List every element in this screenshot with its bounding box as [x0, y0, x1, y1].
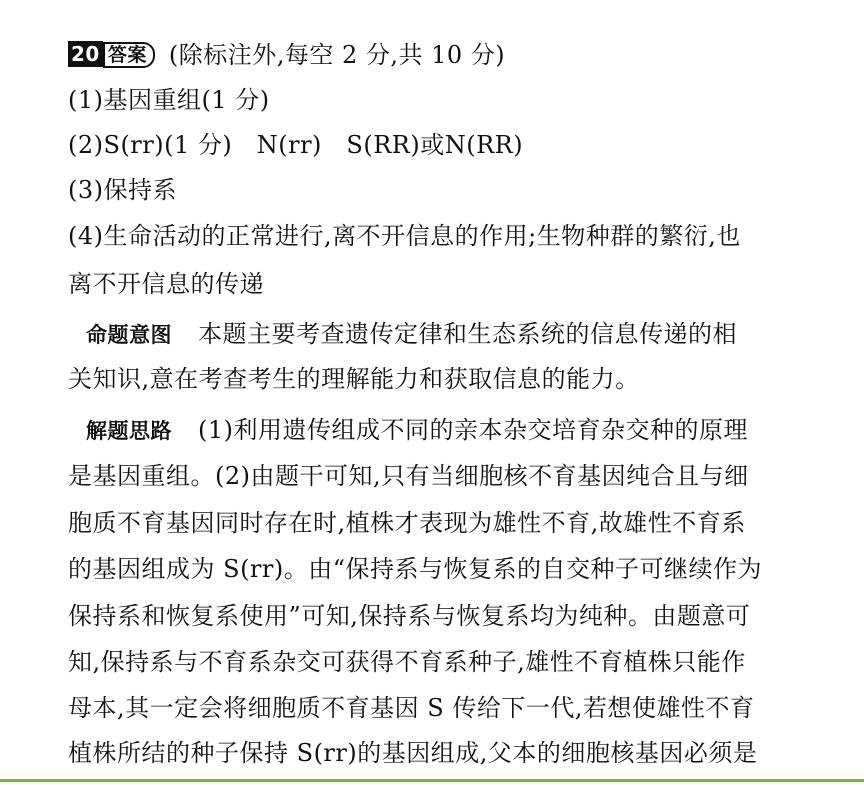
answer-label-badge: 答案	[103, 42, 155, 68]
answer-line-4: (4)生命活动的正常进行,离不开信息的作用;生物种群的繁衍,也	[68, 222, 741, 250]
solution-line-3: 胞质不育基因同时存在时,植株才表现为雄性不育,故雄性不育系	[68, 509, 746, 537]
scoring-note: (除标注外,每空 2 分,共 10 分)	[168, 41, 506, 69]
solution-line-7: 母本,其一定会将细胞质不育基因 S 传给下一代,若想使雄性不育	[68, 694, 755, 722]
solution-line-1	[68, 408, 848, 452]
intent-text-1: 本题主要考查遗传定律和生态系统的信息传递的相	[198, 320, 737, 348]
solution-line-6: 知,保持系与不育系杂交可获得不育系种子,雄性不育植株只能作	[68, 648, 746, 676]
solution-label: 解题思路	[86, 419, 172, 443]
intent-line-2: 关知识,意在考查考生的理解能力和获取信息的能力。	[68, 365, 640, 393]
intent-line-1	[68, 312, 848, 356]
solution-line-2: 是基因重组。(2)由题干可知,只有当细胞核不育基因纯合且与细	[68, 462, 749, 490]
solution-text-1: (1)利用遗传组成不同的亲本杂交培育杂交种的原理	[198, 416, 748, 444]
question-number-badge: 20	[68, 41, 103, 67]
solution-line-5: 保持系和恢复系使用”可知,保持系与恢复系均为纯种。由题意可	[68, 602, 751, 630]
bottom-divider	[0, 779, 864, 782]
answer-line-2: (2)S(rr)(1 分) N(rr) S(RR)或N(RR)	[68, 131, 524, 159]
answer-line-5: 离不开信息的传递	[68, 270, 264, 298]
intent-label: 命题意图	[86, 323, 172, 347]
answer-line-3: (3)保持系	[68, 176, 177, 204]
solution-line-4: 的基因组成为 S(rr)。由“保持系与恢复系的自交种子可继续作为	[68, 555, 763, 583]
answer-header-line	[68, 33, 848, 77]
answer-line-1: (1)基因重组(1 分)	[68, 86, 270, 114]
solution-line-8: 植株所结的种子保持 S(rr)的基因组成,父本的细胞核基因必须是	[68, 739, 758, 767]
